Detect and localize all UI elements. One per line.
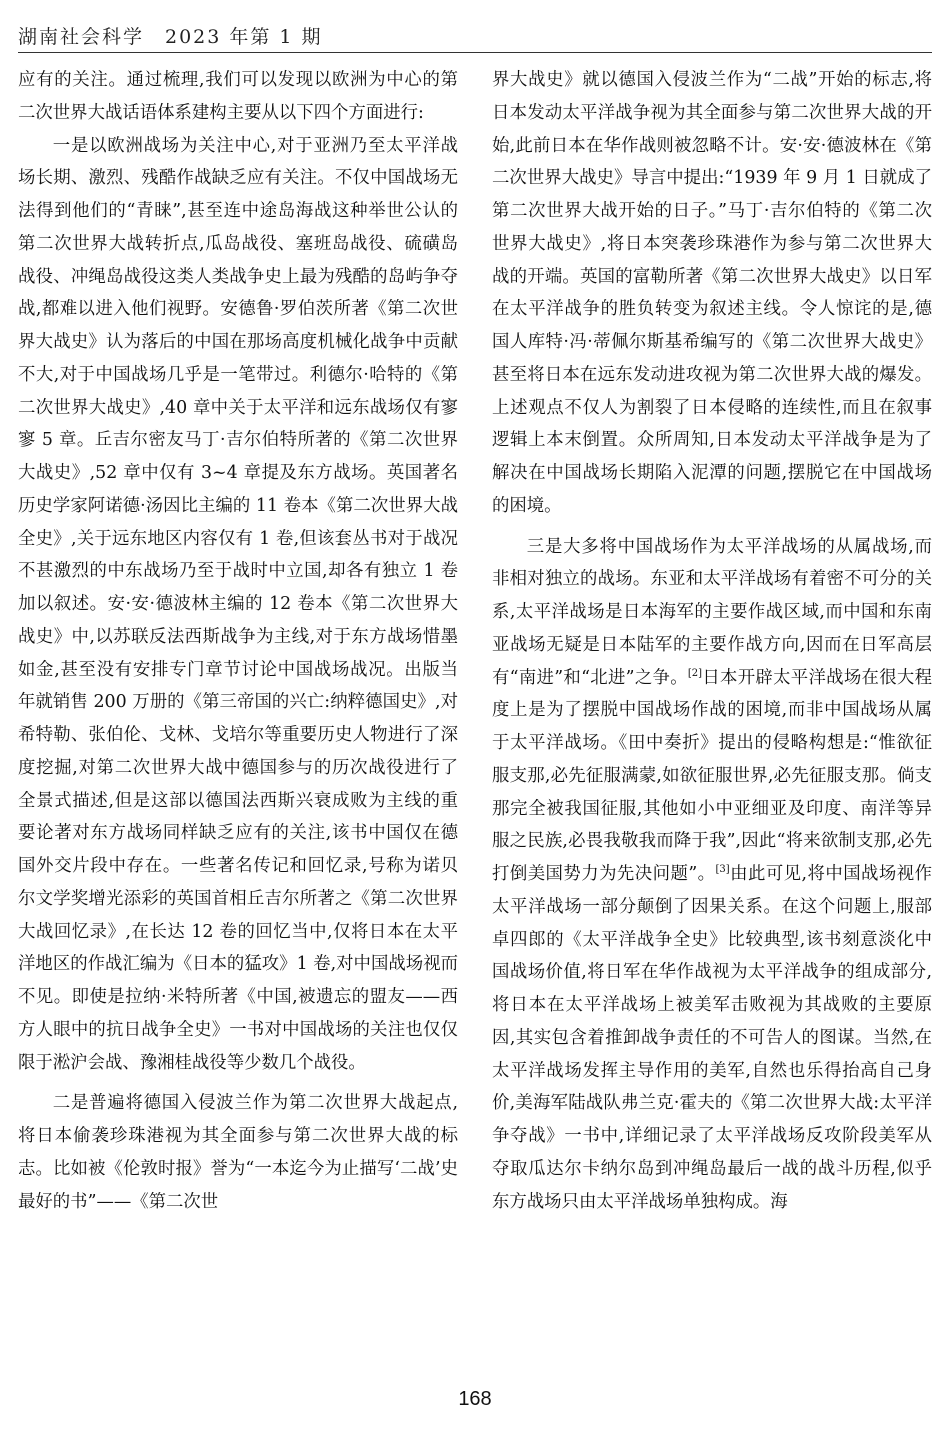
citation-3: [3] (715, 864, 730, 876)
header-rule (18, 52, 932, 53)
page-number: 168 (458, 1388, 492, 1410)
journal-title-issue: 湖南社会科学 2023 年第 1 期 (18, 26, 323, 48)
paragraph-point-two-continued: 界大战史》就以德国入侵波兰作为“二战”开始的标志,将日本发动太平洋战争视为其全面参与第二次世界大战的开始,此前日本在华作战则被忽略不计。安·安·德波林在《第二次世界大战史》导言中提出:“1939 年 9 月 1 日就成了第二次世界大战开始的日子。”马丁·吉尔伯特的《第二次世界大战史》,将日本突袭珍珠港作为参与第二次世界大战的开端。英国的富勒所著《第二次世界大战史》以日军在太平洋战争的胜负转变为叙述主线。令人惊诧的是,德国人库特·冯·蒂佩尔斯基希编写的《第二次世界大战史》甚至将日本在远东发动进攻视为第二次世界大战的爆发。上述观点不仅人为割裂了日本侵略的连续性,而且在叙事逻辑上本末倒置。众所周知,日本发动太平洋战争是为了解决在中国战场长期陷入泥潭的问题,摆脱它在中国战场的困境。 (492, 70, 932, 516)
paragraph-point-one: 一是以欧洲战场为关注中心,对于亚洲乃至太平洋战场长期、激烈、残酷作战缺乏应有关注。不仅中国战场无法得到他们的“青睐”,甚至连中途岛海战这种举世公认的第二次世界大战转折点,瓜岛战役、塞班岛战役、硫磺岛战役、冲绳岛战役这类人类战争史上最为残酷的岛屿争夺战,都难以进入他们视野。安德鲁·罗伯茨所著《第二次世界大战史》认为落后的中国在那场高度机械化战争中贡献不大,对于中国战场几乎是一笔带过。利德尔·哈特的《第二次世界大战史》,40 章中关于太平洋和远东战场仅有寥寥 5 章。丘吉尔密友马丁·吉尔伯特所著的《第二次世界大战史》,52 章中仅有 3~4 章提及东方战场。英国著名历史学家阿诺德·汤因比主编的 11 卷本《第二次世界大战全史》,关于远东地区内容仅有 1 卷,但该套丛书对于战况不甚激烈的中东战场乃至于战时中立国,却各有独立 1 卷加以叙述。安·安·德波林主编的 12 卷本《第二次世界大战史》中,以苏联反法西斯战争为主线,对于东方战场惜墨如金,甚至没有安排专门章节讨论中国战场战况。出版当年就销售 200 万册的《第三帝国的兴亡:纳粹德国史》,对希特勒、张伯伦、戈林、戈培尔等重要历史人物进行了深度挖掘,对第二次世界大战中德国参与的历次战役进行了全景式描述,但是这部以德国法西斯兴衰成败为主线的重要论著对东方战场同样缺乏应有的关注,该书中国仅在德国外交片段中存在。一些著名传记和回忆录,号称为诺贝尔文学奖增光添彩的英国首相丘吉尔所著之《第二次世界大战回忆录》,在长达 12 卷的回忆当中,仅将日本在太平洋地区的作战汇编为《日本的猛攻》1 卷,对中国战场视而不见。即使是拉纳·米特所著《中国,被遗忘的盟友——西方人眼中的抗日战争全史》一书对中国战场的关注也仅仅限于淞沪会战、豫湘桂战役等少数几个战役。 (18, 135, 458, 1073)
left-column (18, 64, 458, 1218)
paragraph-continuation: 应有的关注。通过梳理,我们可以发现以欧洲为中心的第二次世界大战话语体系建构主要从以下四个方面进行: (18, 70, 458, 123)
citation-2: [2] (687, 667, 703, 679)
point-three-text-a: 三是大多将中国战场作为太平洋战场的从属战场,而非相对独立的战场。东亚和太平洋战场有着密不可分的关系,太平洋战场是日本海军的主要作战区域,而中国和东南亚战场无疑是日本陆军的主要作战方向,因而在日军高层有“南进”和“北进”之争。 (492, 536, 932, 688)
paragraph-point-three (492, 531, 932, 1219)
paragraph-point-two: 二是普遍将德国入侵波兰作为第二次世界大战起点,将日本偷袭珍珠港视为其全面参与第二次世界大战的标志。比如被《伦敦时报》誉为“一本迄今为止描写‘二战’史最好的书”——《第二次世 (18, 1093, 458, 1212)
point-three-text-b: 日本开辟太平洋战场在很大程度上是为了摆脱中国战场作战的困境,而非中国战场从属于太平洋战场。《田中奏折》提出的侵略构想是:“惟欲征服支那,必先征服满蒙,如欲征服世界,必先征服支那。倘支那完全被我国征服,其他如小中亚细亚及印度、南洋等异服之民族,必畏我敬我而降于我”,因此“将来欲制支那,必先打倒美国势力为先决问题”。 (492, 667, 932, 884)
running-header (18, 14, 932, 54)
right-column (492, 64, 932, 1218)
point-three-text-c: 由此可见,将中国战场视作太平洋战场一部分颠倒了因果关系。在这个问题上,服部卓四郎的《太平洋战争全史》比较典型,该书刻意淡化中国战场价值,将日军在华作战视为太平洋战争的组成部分,将日本在太平洋战场上被美军击败视为其战败的主要原因,其实包含着推卸战争责任的不可告人的图谋。当然,在太平洋战场发挥主导作用的美军,自然也乐得抬高自己身价,美海军陆战队弗兰克·霍夫的《第二次世界大战:太平洋争夺战》一书中,详细记录了太平洋战场反攻阶段美军从夺取瓜达尔卡纳尔岛到冲绳岛最后一战的战斗历程,似乎东方战场只由太平洋战场单独构成。海 (492, 864, 932, 1212)
